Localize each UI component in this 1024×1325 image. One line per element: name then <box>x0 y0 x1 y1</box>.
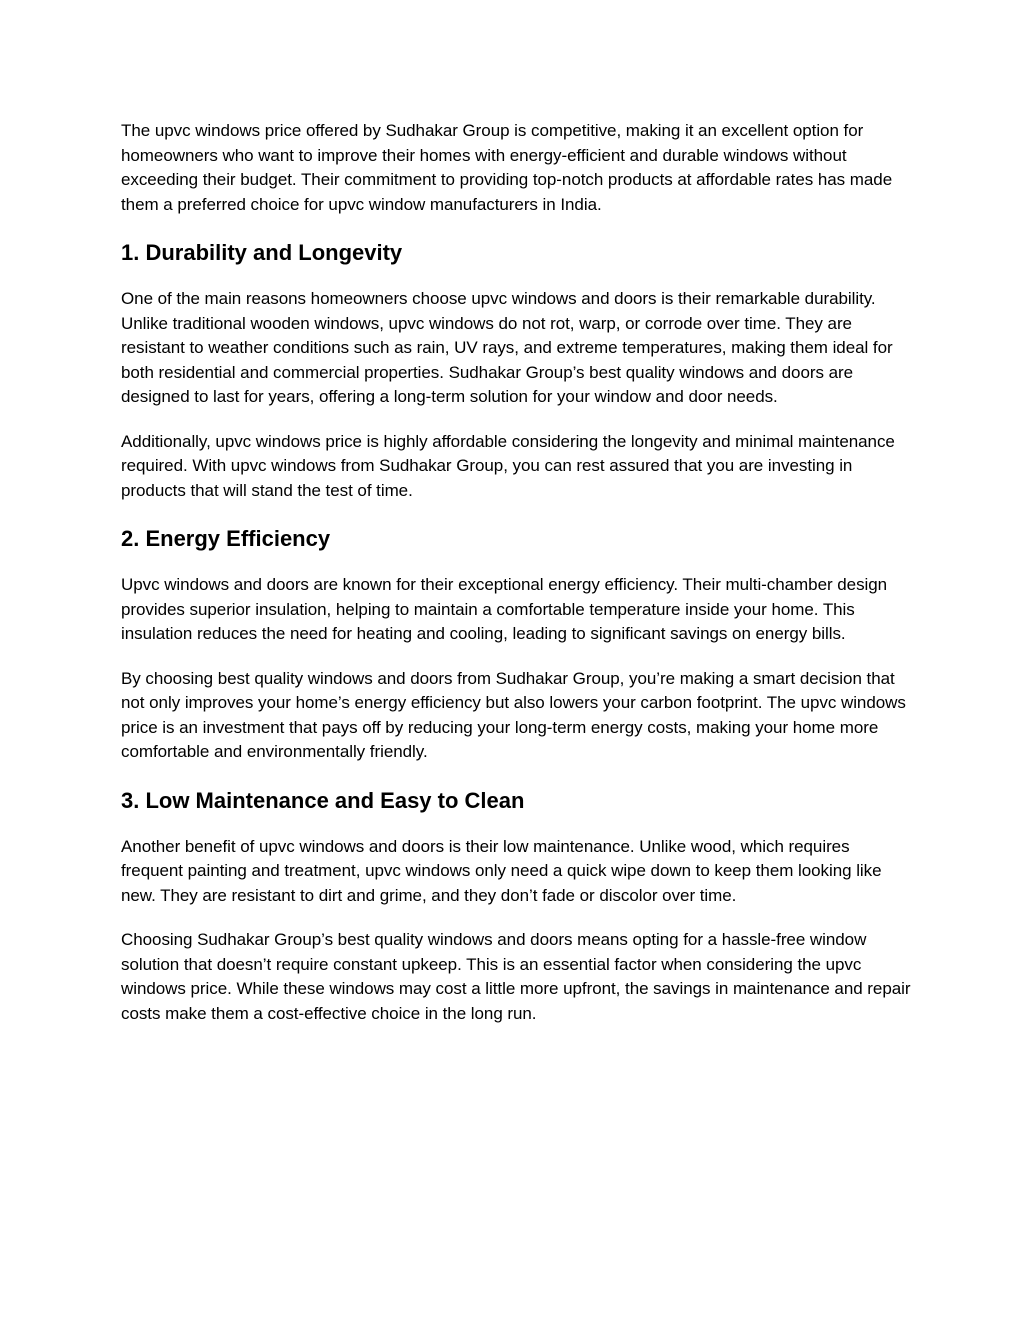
intro-paragraph: The upvc windows price offered by Sudhakar Group is competitive, making it an excellent option for homeowners who want to improve their homes with energy-efficient and durable windows without exceeding their budget. Their commitment to providing top-notch products at affordable rates has made them a preferred choice for upvc window manufacturers in India. <box>121 121 893 214</box>
document-page <box>121 119 911 1026</box>
low-maintenance-paragraph-1: Another benefit of upvc windows and doors is their low maintenance. Unlike wood, which requires frequent painting and treatment, upvc windows only need a quick wipe down to keep them looking like new. They are resistant to dirt and grime, and they don’t fade or discolor over time. <box>121 836 882 905</box>
section-heading-energy-efficiency: 2. Energy Efficiency <box>121 526 331 551</box>
section-heading-low-maintenance: 3. Low Maintenance and Easy to Clean <box>121 787 525 813</box>
durability-paragraph-2: Additionally, upvc windows price is highly affordable considering the longevity and minimal maintenance required. With upvc windows from Sudhakar Group, you can rest assured that you are investing in products that will stand the test of time. <box>121 431 895 500</box>
energy-efficiency-paragraph-2: By choosing best quality windows and doors from Sudhakar Group, you’re making a smart decision that not only improves your home’s energy efficiency but also lowers your carbon footprint. The upvc windows price is an investment that pays off by reducing your long-term energy costs, making your home more comfortable and environmentally friendly. <box>121 668 906 761</box>
low-maintenance-paragraph-2: Choosing Sudhakar Group’s best quality windows and doors means opting for a hassle-free window solution that doesn’t require constant upkeep. This is an essential factor when considering the upvc windows price. While these windows may cost a little more upfront, the savings in maintenance and repair costs make them a cost-effective choice in the long run. <box>121 930 911 1023</box>
section-heading-durability: 1. Durability and Longevity <box>121 240 403 265</box>
durability-paragraph-1: One of the main reasons homeowners choose upvc windows and doors is their remarkable durability. Unlike traditional wooden windows, upvc windows do not rot, warp, or corrode over time. They are resistant to weather conditions such as rain, UV rays, and extreme temperatures, making them ideal for both residential and commercial properties. Sudhakar Group’s best quality windows and doors are designed to last for years, offering a long-term solution for your window and door needs. <box>121 289 893 406</box>
energy-efficiency-paragraph-1: Upvc windows and doors are known for their exceptional energy efficiency. Their multi-chamber design provides superior insulation, helping to maintain a comfortable temperature inside your home. This insulation reduces the need for heating and cooling, leading to significant savings on energy bills. <box>121 575 888 643</box>
